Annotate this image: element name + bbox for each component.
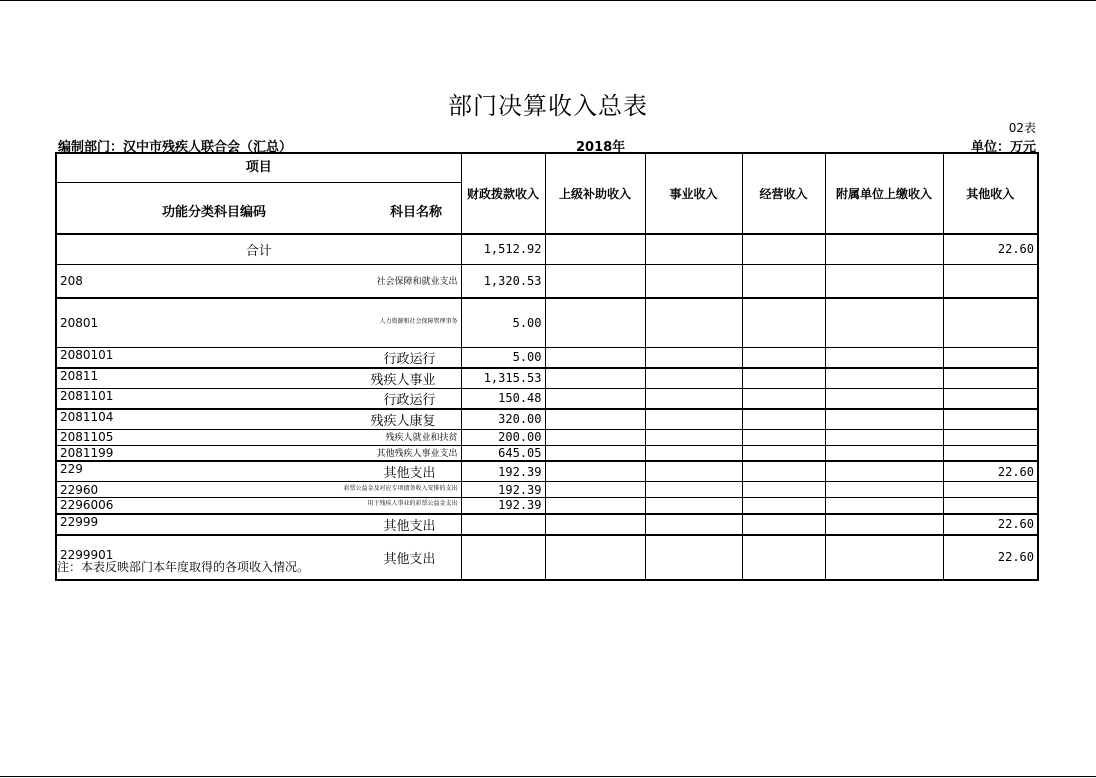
func-code: 22999 <box>60 514 99 529</box>
col-header-fiscal: 财政拨款收入 <box>461 153 545 234</box>
value-cell <box>545 461 645 482</box>
func-code: 20811 <box>60 368 99 383</box>
project-cell <box>56 498 461 514</box>
project-cell <box>56 445 461 461</box>
value-cell <box>742 388 825 409</box>
value-cell: 645.05 <box>461 445 545 461</box>
value-cell: 5.00 <box>461 298 545 347</box>
project-cell <box>56 298 461 347</box>
value-cell <box>943 388 1038 409</box>
value-cell <box>545 368 645 389</box>
func-code: 2296006 <box>60 498 114 513</box>
unit-label: 单位：万元 <box>970 140 1036 155</box>
total-value <box>825 234 943 264</box>
subject-name: 行政运行 <box>383 392 436 408</box>
table-row <box>56 347 1038 368</box>
value-cell <box>545 514 645 535</box>
project-header-cell <box>56 153 461 234</box>
value-cell <box>943 347 1038 368</box>
value-cell <box>943 264 1038 298</box>
col-header-affiliated: 附属单位上缴收入 <box>825 153 943 234</box>
value-cell: 22.60 <box>943 461 1038 482</box>
value-cell <box>742 498 825 514</box>
table-row <box>56 388 1038 409</box>
table-row <box>56 264 1038 298</box>
value-cell <box>742 368 825 389</box>
value-cell <box>943 482 1038 498</box>
value-cell <box>645 445 742 461</box>
value-cell: 192.39 <box>461 498 545 514</box>
func-code: 229 <box>60 462 83 476</box>
value-cell: 5.00 <box>461 347 545 368</box>
total-value <box>545 234 645 264</box>
value-cell: 192.39 <box>461 482 545 498</box>
value-cell <box>825 298 943 347</box>
subject-name: 残疾人就业和扶贫 <box>385 433 458 443</box>
value-cell <box>825 445 943 461</box>
org-label: 编制部门：汉中市残疾人联合会（汇总） <box>58 140 293 155</box>
top-border-line <box>0 0 1096 1</box>
value-cell <box>545 264 645 298</box>
value-cell: 1,320.53 <box>461 264 545 298</box>
table-row <box>56 498 1038 514</box>
value-cell <box>943 445 1038 461</box>
subject-name: 其他残疾人事业支出 <box>376 448 458 459</box>
table-row <box>56 298 1038 347</box>
value-cell <box>943 368 1038 389</box>
header-row <box>56 153 1038 234</box>
subject-name: 其他支出 <box>383 551 436 567</box>
value-cell <box>943 429 1038 445</box>
total-value: 22.60 <box>943 234 1038 264</box>
value-cell <box>645 461 742 482</box>
value-cell <box>545 347 645 368</box>
subject-name: 残疾人康复 <box>370 413 436 429</box>
value-cell <box>645 429 742 445</box>
value-cell <box>645 388 742 409</box>
project-cell <box>56 461 461 482</box>
value-cell: 200.00 <box>461 429 545 445</box>
project-cell <box>56 409 461 430</box>
func-code-header: 功能分类科目编码 <box>162 205 267 220</box>
col-header-operation: 经营收入 <box>742 153 825 234</box>
value-cell <box>825 388 943 409</box>
value-cell <box>545 498 645 514</box>
subject-name-header: 科目名称 <box>390 205 443 220</box>
value-cell <box>645 409 742 430</box>
value-cell <box>545 298 645 347</box>
value-cell <box>645 514 742 535</box>
value-cell <box>825 347 943 368</box>
form-code: 02表 <box>1008 121 1036 135</box>
project-subheader <box>57 183 461 233</box>
value-cell <box>742 429 825 445</box>
table-row <box>56 482 1038 498</box>
value-cell <box>825 482 943 498</box>
col-header-superior-subsidy: 上级补助收入 <box>545 153 645 234</box>
value-cell <box>545 409 645 430</box>
value-cell <box>742 409 825 430</box>
table-row <box>56 445 1038 461</box>
value-cell: 22.60 <box>943 535 1038 580</box>
func-code: 20801 <box>60 315 99 330</box>
table-row <box>56 461 1038 482</box>
value-cell <box>742 347 825 368</box>
project-cell <box>56 264 461 298</box>
func-code: 2081105 <box>60 430 114 444</box>
value-cell <box>645 298 742 347</box>
value-cell <box>825 429 943 445</box>
func-code: 2081199 <box>60 445 114 460</box>
total-value <box>742 234 825 264</box>
income-summary-table <box>55 152 1039 581</box>
value-cell <box>742 445 825 461</box>
project-cell <box>56 347 461 368</box>
value-cell <box>742 535 825 580</box>
func-code: 2081104 <box>60 409 114 424</box>
value-cell <box>825 498 943 514</box>
total-value: 1,512.92 <box>461 234 545 264</box>
total-row <box>56 234 1038 264</box>
value-cell <box>825 461 943 482</box>
value-cell <box>545 535 645 580</box>
year-label: 2018年 <box>576 140 626 155</box>
total-value <box>645 234 742 264</box>
value-cell <box>825 368 943 389</box>
value-cell <box>825 409 943 430</box>
value-cell <box>645 347 742 368</box>
value-cell <box>645 482 742 498</box>
func-code: 2299901 <box>60 547 114 562</box>
value-cell <box>943 498 1038 514</box>
value-cell <box>461 514 545 535</box>
subject-name: 其他支出 <box>383 466 436 481</box>
value-cell: 1,315.53 <box>461 368 545 389</box>
func-code: 2081101 <box>60 388 114 403</box>
value-cell <box>943 298 1038 347</box>
value-cell <box>545 388 645 409</box>
func-code: 22960 <box>60 482 99 497</box>
subject-name: 用于残疾人事业的彩票公益金支出 <box>367 500 458 508</box>
value-cell <box>545 482 645 498</box>
value-cell: 22.60 <box>943 514 1038 535</box>
value-cell <box>825 535 943 580</box>
value-cell <box>645 535 742 580</box>
project-cell <box>56 388 461 409</box>
value-cell <box>461 535 545 580</box>
col-header-business: 事业收入 <box>645 153 742 234</box>
func-code: 2080101 <box>60 347 114 362</box>
value-cell <box>645 368 742 389</box>
project-cell <box>56 482 461 498</box>
subject-name: 行政运行 <box>383 351 436 367</box>
footnote: 注：本表反映部门本年度取得的各项收入情况。 <box>57 560 310 574</box>
project-cell <box>56 368 461 389</box>
value-cell <box>545 445 645 461</box>
value-cell <box>742 264 825 298</box>
total-label: 合计 <box>56 234 461 264</box>
table-row <box>56 409 1038 430</box>
project-cell <box>56 514 461 535</box>
value-cell <box>742 298 825 347</box>
value-cell <box>645 264 742 298</box>
table-row <box>56 368 1038 389</box>
bottom-border-line <box>0 776 1096 777</box>
func-code: 208 <box>60 273 83 288</box>
value-cell <box>645 498 742 514</box>
project-cell <box>56 429 461 445</box>
subject-name: 残疾人事业 <box>370 372 436 388</box>
table-row <box>56 429 1038 445</box>
value-cell: 320.00 <box>461 409 545 430</box>
table-row <box>56 514 1038 535</box>
value-cell: 192.39 <box>461 461 545 482</box>
value-cell <box>742 482 825 498</box>
value-cell <box>545 429 645 445</box>
value-cell: 150.48 <box>461 388 545 409</box>
subject-name: 其他支出 <box>383 518 436 534</box>
value-cell <box>742 514 825 535</box>
value-cell <box>742 461 825 482</box>
col-header-other: 其他收入 <box>943 153 1038 234</box>
value-cell <box>943 409 1038 430</box>
value-cell <box>825 514 943 535</box>
project-header: 项目 <box>57 154 461 183</box>
value-cell <box>825 264 943 298</box>
subject-name: 彩票公益金及对应专项债务收入安排的支出 <box>343 484 458 492</box>
subject-name: 社会保障和就业支出 <box>376 276 458 287</box>
page-title: 部门决算收入总表 <box>448 92 648 120</box>
subject-name: 人力资源和社会保障管理事务 <box>379 317 458 325</box>
